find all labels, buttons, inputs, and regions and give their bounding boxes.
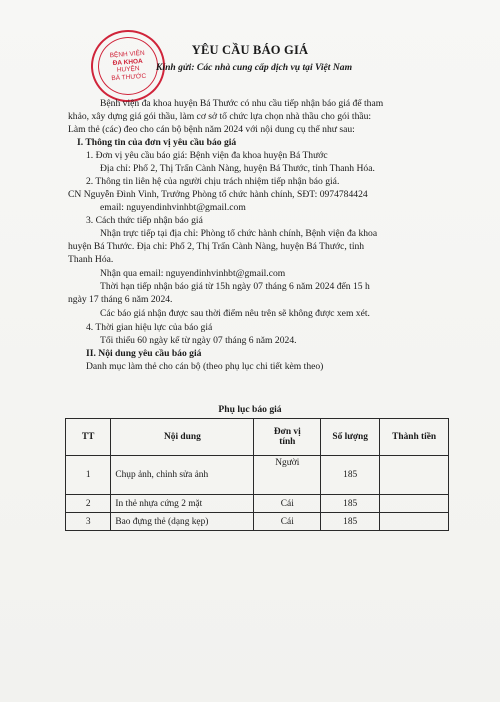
section-2-heading: II. Nội dung yêu cầu báo giá xyxy=(86,348,202,359)
cell-total xyxy=(380,456,449,495)
item-3-line-2: huyện Bá Thước. Địa chỉ: Phố 2, Thị Trấn Cành Nàng, huyện Bá Thước, tỉnh xyxy=(68,241,365,252)
item-3-line-3: Thanh Hóa. xyxy=(68,254,114,265)
appendix-title: Phụ lục báo giá xyxy=(218,404,282,415)
greeting: Kính gửi: Các nhà cung cấp dịch vụ tại Việt Nam xyxy=(156,62,353,73)
item-1-address: Địa chỉ: Phố 2, Thị Trấn Cành Nàng, huyện Bá Thước, tỉnh Thanh Hóa. xyxy=(100,163,375,174)
seal-line-1: BỆNH VIỆN xyxy=(109,49,145,60)
item-4-line-1: Tối thiểu 60 ngày kể từ ngày 07 tháng 6 năm 2024. xyxy=(100,335,297,346)
header-total: Thành tiền xyxy=(380,419,449,456)
cell-unit: Cái xyxy=(254,513,321,531)
header-content: Nội dung xyxy=(111,419,254,456)
item-3-email: Nhận qua email: nguyendinhvinhbt@gmail.com xyxy=(100,268,286,279)
cell-tt: 3 xyxy=(66,513,111,531)
item-1: 1. Đơn vị yêu cầu báo giá: Bệnh viện đa khoa huyện Bá Thước xyxy=(86,150,328,161)
seal-line-4: BÁ THƯỚC xyxy=(111,72,147,82)
cell-quantity: 185 xyxy=(321,495,380,513)
item-2-contact: CN Nguyễn Đình Vinh, Trưởng Phòng tổ chức hành chính, SĐT: 0974784424 xyxy=(68,189,368,200)
cell-total xyxy=(380,495,449,513)
cell-content: Chụp ảnh, chỉnh sửa ảnh xyxy=(111,456,254,495)
section-1-heading: I. Thông tin của đơn vị yêu cầu báo giá xyxy=(77,137,237,148)
table-row xyxy=(66,495,449,513)
cell-content: In thẻ nhựa cứng 2 mặt xyxy=(111,495,254,513)
intro-line-2: khảo, xây dựng giá gói thầu, làm cơ sở tổ chức lựa chọn nhà thầu cho gói thầu: xyxy=(68,111,372,122)
header-tt: TT xyxy=(66,419,111,456)
deadline-line-2: ngày 17 tháng 6 năm 2024. xyxy=(68,294,173,305)
document-title: YÊU CẦU BÁO GIÁ xyxy=(191,43,309,57)
header-unit-line-1: Đơn vị xyxy=(273,427,301,437)
seal-line-2: ĐA KHOA xyxy=(112,57,143,67)
cell-tt: 2 xyxy=(66,495,111,513)
cell-unit: Cái xyxy=(254,495,321,513)
cell-quantity: 185 xyxy=(321,513,380,531)
appendix-table xyxy=(65,418,449,531)
deadline-line-1: Thời hạn tiếp nhận báo giá từ 15h ngày 07 tháng 6 năm 2024 đến 15 h xyxy=(100,281,370,292)
table-row xyxy=(66,513,449,531)
intro-line-1: Bệnh viện đa khoa huyện Bá Thước có nhu cầu tiếp nhận báo giá để tham xyxy=(100,98,384,109)
intro-line-3: Làm thẻ (các) đeo cho cán bộ bệnh năm 2024 với nội dung cụ thể như sau: xyxy=(68,124,355,135)
cell-total xyxy=(380,513,449,531)
table-row xyxy=(66,456,449,495)
header-quantity: Số lượng xyxy=(321,419,380,456)
cell-quantity: 185 xyxy=(321,456,380,495)
item-3-line-1: Nhận trực tiếp tại địa chỉ: Phòng tổ chức hành chính, Bệnh viện đa khoa xyxy=(100,228,378,239)
cell-tt: 1 xyxy=(66,456,111,495)
cell-content: Bao đựng thẻ (dạng kẹp) xyxy=(111,513,254,531)
item-3: 3. Cách thức tiếp nhận báo giá xyxy=(86,215,203,226)
late-note: Các báo giá nhận được sau thời điểm nêu trên sẽ không được xem xét. xyxy=(100,308,370,319)
seal-line-3: HUYỆN xyxy=(116,65,140,74)
cell-unit: Người xyxy=(254,456,321,495)
item-4: 4. Thời gian hiệu lực của báo giá xyxy=(86,322,213,333)
item-2-email: email: nguyendinhvinhbt@gmail.com xyxy=(100,202,246,213)
section-2-description: Danh mục làm thẻ cho cán bộ (theo phụ lục chi tiết kèm theo) xyxy=(86,361,324,372)
header-unit xyxy=(254,419,321,456)
table-header-row xyxy=(66,419,449,456)
header-unit-line-2: tính xyxy=(279,437,296,447)
item-2: 2. Thông tin liên hệ của người chịu trách nhiệm tiếp nhận báo giá. xyxy=(86,176,340,187)
